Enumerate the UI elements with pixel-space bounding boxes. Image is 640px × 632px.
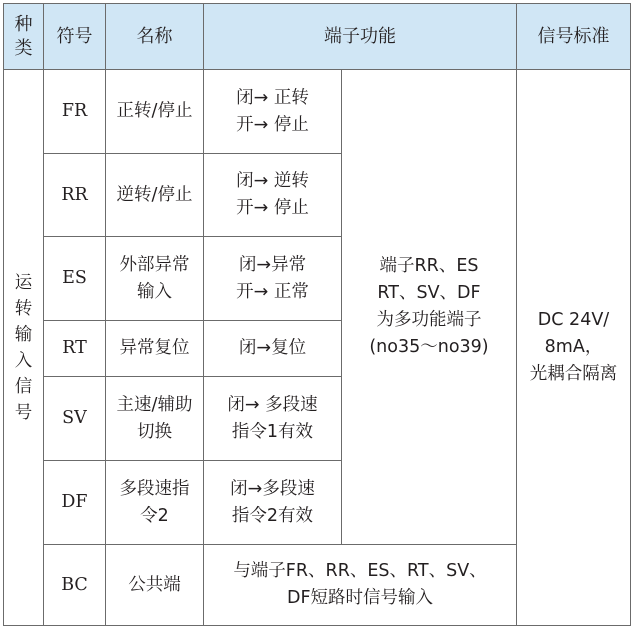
name-cell: 公共端 [106,545,204,626]
header-symbol: 符号 [44,4,106,70]
function-cell: 闭→ 逆转 开→ 停止 [204,154,342,237]
symbol-cell: FR [44,70,106,154]
name-cell: 多段速指 令2 [106,461,204,545]
function-cell: 闭→ 正转 开→ 停止 [204,70,342,154]
header-type: 种 类 [4,4,44,70]
name-cell: 逆转/停止 [106,154,204,237]
category-cell: 运 转 输 入 信 号 [4,70,44,626]
symbol-cell: RT [44,321,106,377]
function-cell: 闭→复位 [204,321,342,377]
function-cell: 闭→ 多段速 指令1有效 [204,377,342,461]
function-cell: 闭→多段速 指令2有效 [204,461,342,545]
symbol-cell: RR [44,154,106,237]
symbol-cell: ES [44,237,106,321]
name-cell: 外部异常 输入 [106,237,204,321]
input-terminal-table [3,3,631,626]
header-name: 名称 [106,4,204,70]
name-cell: 异常复位 [106,321,204,377]
name-cell: 主速/辅助 切换 [106,377,204,461]
symbol-cell: BC [44,545,106,626]
signal-standard-cell: DC 24V/ 8mA， 光耦合隔离 [517,70,631,626]
header-function: 端子功能 [204,4,517,70]
multi-function-note: 端子RR、ES RT、SV、DF 为多功能端子 (no35～no39) [342,70,517,545]
symbol-cell: SV [44,377,106,461]
function-cell: 闭→异常 开→ 正常 [204,237,342,321]
function-cell: 与端子FR、RR、ES、RT、SV、 DF短路时信号输入 [204,545,517,626]
symbol-cell: DF [44,461,106,545]
header-row [4,4,631,70]
table-row [4,70,631,154]
header-standard: 信号标准 [517,4,631,70]
name-cell: 正转/停止 [106,70,204,154]
